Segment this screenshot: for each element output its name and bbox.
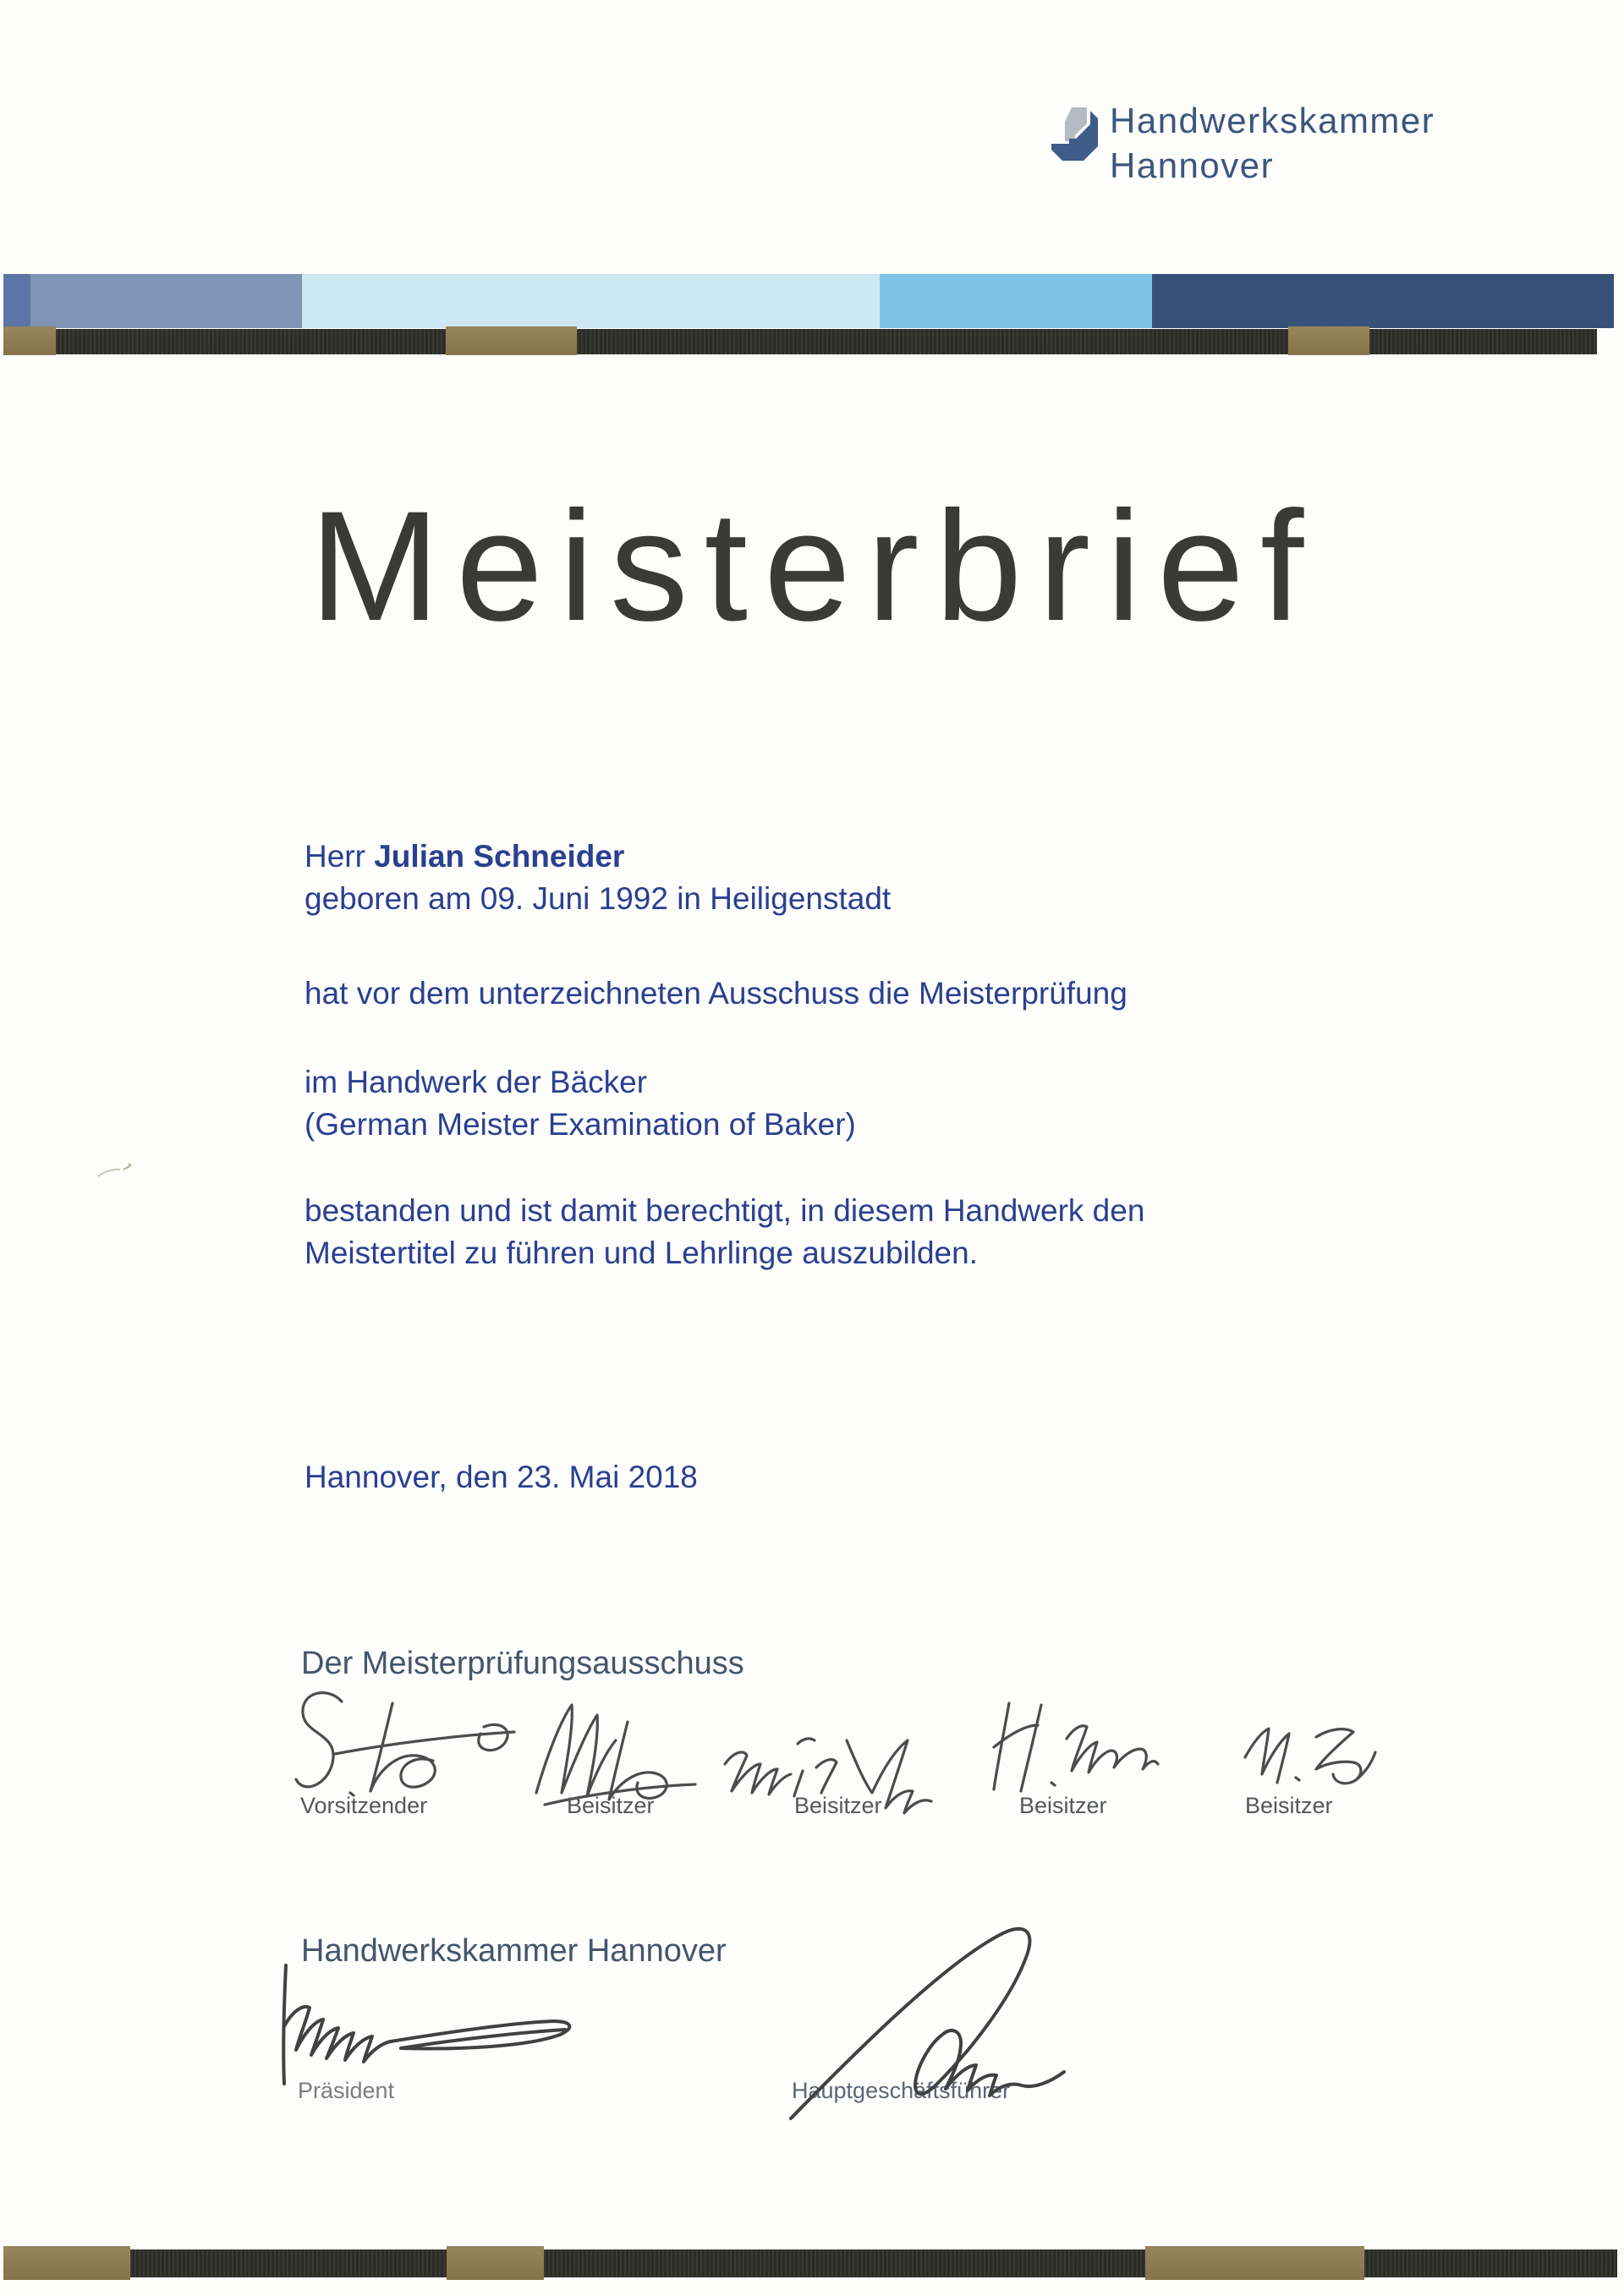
recipient-name: Julian Schneider [374, 839, 625, 874]
top-gold-band [0, 326, 1624, 355]
logo-org-line2: Hannover [1110, 145, 1275, 185]
dark-strip [130, 2249, 447, 2277]
signature-beisitzer-4 [1233, 1708, 1381, 1806]
label-beisitzer-1: Beisitzer [567, 1793, 655, 1818]
recipient-line [304, 836, 891, 878]
logo-org-line1: Handwerkskammer [1110, 101, 1435, 140]
logo-org-name [1110, 98, 1435, 188]
label-hauptgeschaeftsfuehrer: Hauptgeschäftsführer [792, 2078, 1011, 2103]
signature-praesident [274, 1960, 595, 2100]
label-praesident: Präsident [298, 2078, 395, 2103]
salutation: Herr [304, 839, 375, 874]
faint-pencil-mark [95, 1162, 139, 1181]
dark-strip [577, 329, 1288, 354]
date-line: Hannover, den 23. Mai 2018 [304, 1460, 698, 1494]
gold-square [3, 326, 56, 355]
blue-band-segment [30, 274, 302, 328]
signature-beisitzer-3 [984, 1690, 1166, 1808]
craft-paragraph [304, 1061, 856, 1146]
label-beisitzer-3: Beisitzer [1019, 1793, 1107, 1818]
craft-line: im Handwerk der Bäcker [304, 1065, 648, 1099]
grant-paragraph [304, 1190, 1144, 1274]
handwerkskammer-hexagon-icon [1040, 104, 1098, 168]
gold-square [446, 326, 577, 355]
gold-square [1288, 326, 1369, 355]
dark-strip [1364, 2249, 1617, 2277]
blue-band-segment [1152, 274, 1614, 328]
dark-strip [544, 2249, 1145, 2277]
exam-line: hat vor dem unterzeichneten Ausschuss die Meisterprüfung [304, 976, 1127, 1011]
chamber-heading: Handwerkskammer Hannover [301, 1933, 727, 1969]
gold-square [3, 2246, 130, 2280]
birth-line: geboren am 09. Juni 1992 in Heiligenstadt [304, 881, 892, 916]
blue-band-segment [302, 274, 880, 328]
gold-square [1145, 2246, 1364, 2280]
label-beisitzer-2: Beisitzer [794, 1793, 882, 1818]
blue-band-segment [880, 274, 1152, 328]
exam-paragraph [304, 973, 1127, 1015]
label-beisitzer-4: Beisitzer [1245, 1793, 1333, 1818]
grant-line2: Meistertitel zu führen und Lehrlinge auszubilden. [304, 1236, 978, 1270]
bottom-gold-band [0, 2246, 1624, 2280]
grant-line1: bestanden und ist damit berechtigt, in diesem Handwerk den [304, 1193, 1145, 1228]
craft-line-english: (German Meister Examination of Baker) [304, 1107, 856, 1142]
dark-strip [56, 329, 446, 354]
gold-square [447, 2246, 544, 2280]
committee-heading: Der Meisterprüfungsausschuss [301, 1646, 744, 1681]
signature-hauptgeschaeftsfuehrer [761, 1918, 1100, 2129]
recipient-paragraph [304, 836, 891, 920]
blue-band-segment [3, 274, 30, 328]
top-blue-band [3, 274, 1614, 328]
dark-strip [1369, 329, 1597, 354]
certificate-title: Meisterbrief [310, 479, 1320, 654]
label-vorsitzender: Vorsitzender [300, 1793, 428, 1818]
